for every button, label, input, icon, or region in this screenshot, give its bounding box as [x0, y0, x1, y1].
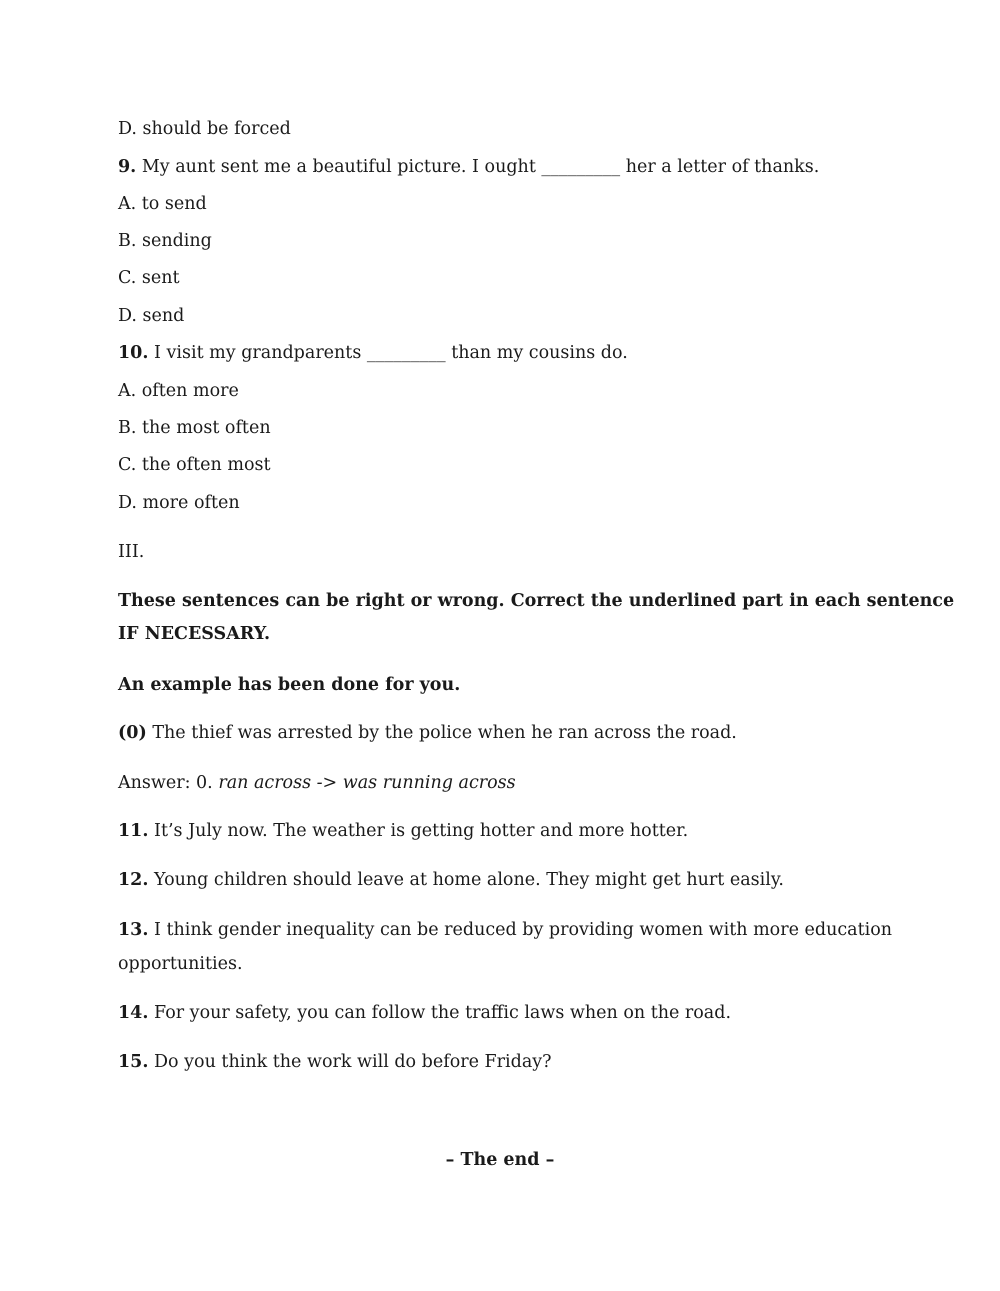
example-sentence: [118, 722, 737, 744]
q14-number: 14.: [118, 1003, 149, 1023]
q9-option-d: D. send: [118, 306, 185, 326]
q10-option-b: B. the most often: [118, 418, 271, 438]
q10-stem: I visit my grandparents _________ than my cousins do.: [154, 343, 628, 363]
example-answer: [118, 772, 516, 794]
q14-text: For your safety, you can follow the traffic laws when on the road.: [154, 1003, 732, 1023]
q11-text: It’s July now. The weather is getting hotter and more hotter.: [154, 821, 689, 841]
q10-option-a: A. often more: [118, 381, 239, 401]
q10-question: [118, 342, 628, 364]
section-3-instruction-line1: These sentences can be right or wrong. Correct the underlined part in each sentence: [118, 591, 955, 611]
example-answer-text: ran across -> was running across: [218, 773, 516, 793]
example-text: The thief was arrested by the police when he ran across the road.: [152, 723, 737, 743]
q13-sentence-line1: [118, 919, 892, 941]
q15-sentence: [118, 1051, 552, 1073]
example-answer-prefix: Answer: 0.: [118, 773, 213, 793]
q9-option-b: B. sending: [118, 231, 212, 251]
q12-number: 12.: [118, 870, 149, 890]
section-3-example-note: An example has been done for you.: [118, 675, 461, 695]
q11-number: 11.: [118, 821, 149, 841]
q14-sentence: [118, 1002, 731, 1024]
section-3-instruction-line2: IF NECESSARY.: [118, 624, 271, 644]
q12-sentence: [118, 869, 784, 891]
q9-question: [118, 156, 819, 178]
q15-text: Do you think the work will do before Friday?: [154, 1052, 552, 1072]
q13-number: 13.: [118, 920, 149, 940]
q8-option-d: D. should be forced: [118, 119, 291, 139]
q13-sentence-line2: opportunities.: [118, 954, 243, 974]
q9-option-a: A. to send: [118, 194, 207, 214]
section-3-label: III.: [118, 542, 145, 562]
q10-option-d: D. more often: [118, 493, 240, 513]
q9-number: 9.: [118, 157, 137, 177]
q10-option-c: C. the often most: [118, 455, 271, 475]
q12-text: Young children should leave at home alone. They might get hurt easily.: [154, 870, 784, 890]
q13-text-line1: I think gender inequality can be reduced by providing women with more education: [154, 920, 893, 940]
example-number: (0): [118, 723, 147, 743]
q9-stem: My aunt sent me a beautiful picture. I ought _________ her a letter of thanks.: [141, 157, 820, 177]
q15-number: 15.: [118, 1052, 149, 1072]
the-end-footer: – The end –: [445, 1150, 555, 1170]
q9-option-c: C. sent: [118, 268, 180, 288]
q10-number: 10.: [118, 343, 149, 363]
q11-sentence: [118, 820, 688, 842]
